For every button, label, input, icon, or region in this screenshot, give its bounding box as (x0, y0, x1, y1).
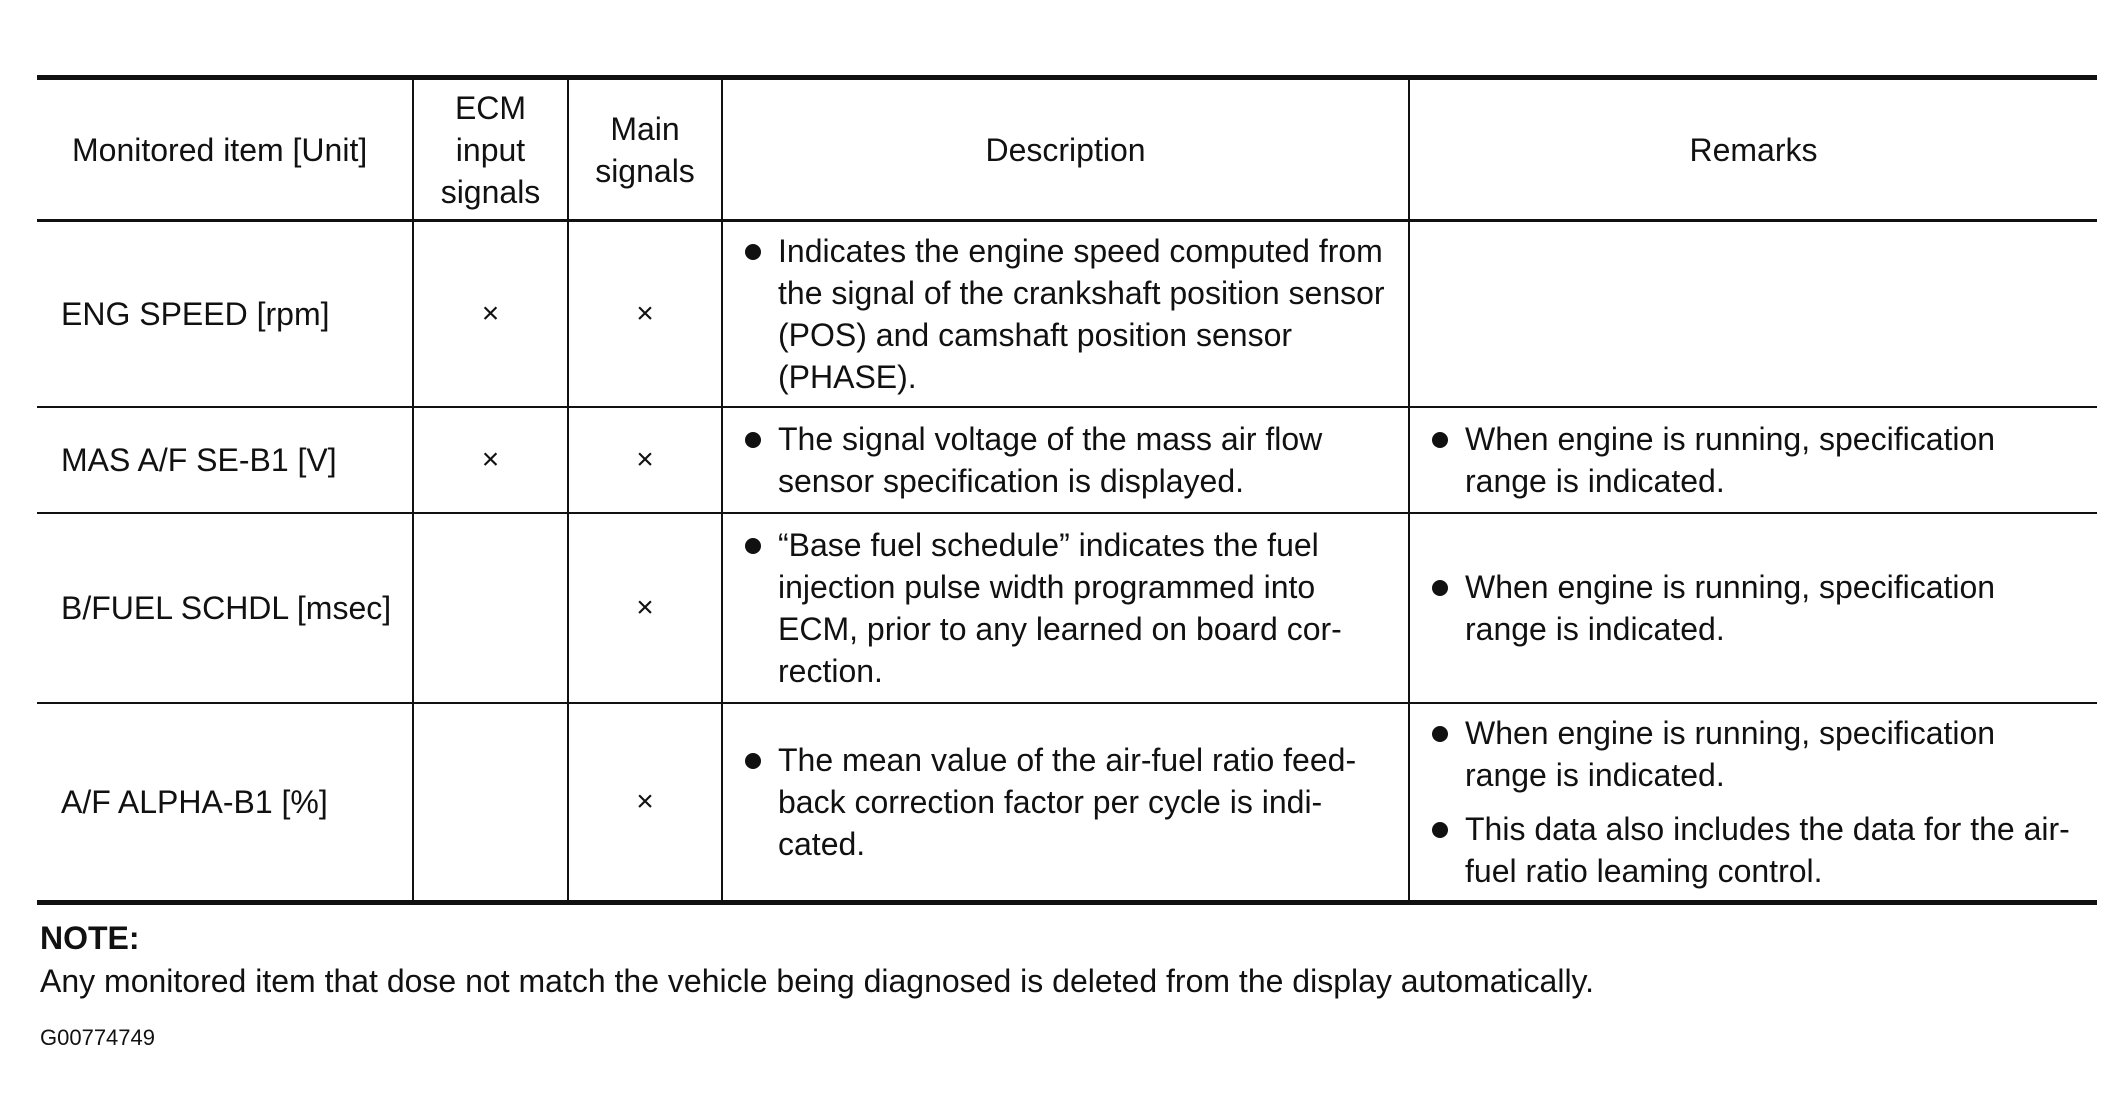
description-cell (722, 221, 1409, 408)
remarks-cell (1409, 513, 2097, 703)
main-signal-mark: × (568, 513, 722, 703)
table-row (37, 513, 2097, 703)
monitored-item-cell: B/FUEL SCHDL [msec] (37, 513, 413, 703)
main-signal-mark: × (568, 221, 722, 408)
description-cell (722, 513, 1409, 703)
description-bullet: The mean value of the air-fuel ratio feed-back correction factor per cycle is indi-cated. (741, 739, 1390, 865)
remark-bullet: This data also includes the data for the air-fuel ratio leaming control. (1428, 808, 2079, 892)
table-row (37, 703, 2097, 903)
monitored-item-cell: A/F ALPHA-B1 [%] (37, 703, 413, 903)
main-signal-mark: × (568, 703, 722, 903)
remark-bullet: When engine is running, specification range is indicated. (1428, 712, 2079, 796)
header-ecm-input-signals: ECM input signals (413, 78, 568, 221)
remarks-cell (1409, 407, 2097, 513)
description-list (741, 739, 1390, 865)
remark-bullet: When engine is running, specification range is indicated. (1428, 566, 2079, 650)
document-code: G00774749 (40, 1025, 155, 1050)
main-signal-mark: × (568, 407, 722, 513)
monitored-item-cell: ENG SPEED [rpm] (37, 221, 413, 408)
header-remarks: Remarks (1409, 78, 2097, 221)
remarks-list (1428, 566, 2079, 650)
remarks-list (1428, 712, 2079, 892)
description-bullet: “Base fuel schedule” indicates the fuel injection pulse width programmed into ECM, prior to any learned on board cor-rection. (741, 524, 1390, 692)
description-bullet: The signal voltage of the mass air flow sensor specification is displayed. (741, 418, 1390, 502)
description-cell (722, 703, 1409, 903)
monitored-item-cell: MAS A/F SE-B1 [V] (37, 407, 413, 513)
header-main-signals: Main signals (568, 78, 722, 221)
table-row (37, 407, 2097, 513)
description-list (741, 524, 1390, 692)
remarks-cell (1409, 703, 2097, 903)
description-bullet: Indicates the engine speed computed from the signal of the crankshaft position sensor (POS) and camshaft position sensor (PHASE). (741, 230, 1390, 398)
note-text: Any monitored item that dose not match the vehicle being diagnosed is deleted from the display automatically. (40, 963, 1595, 999)
table-header-row (37, 78, 2097, 221)
ecm-input-mark (413, 513, 568, 703)
description-list (741, 418, 1390, 502)
monitor-item-table (37, 75, 2097, 905)
header-monitored-item: Monitored item [Unit] (37, 78, 413, 221)
description-list (741, 230, 1390, 398)
ecm-input-mark: × (413, 407, 568, 513)
ecm-input-mark: × (413, 221, 568, 408)
table-row (37, 221, 2097, 408)
remarks-list (1428, 418, 2079, 502)
remarks-cell (1409, 221, 2097, 408)
description-cell (722, 407, 1409, 513)
note-title: NOTE: (40, 920, 140, 956)
header-description: Description (722, 78, 1409, 221)
remark-bullet: When engine is running, specification range is indicated. (1428, 418, 2079, 502)
ecm-input-mark (413, 703, 568, 903)
